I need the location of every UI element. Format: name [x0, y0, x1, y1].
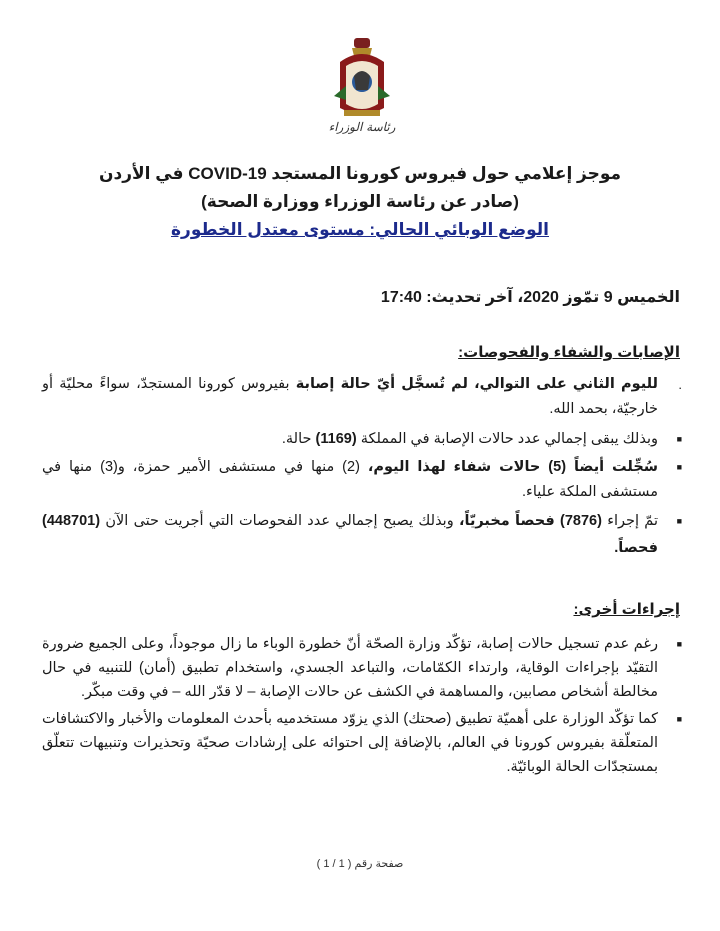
list-item [42, 707, 686, 779]
list-item [42, 508, 686, 562]
section-title-cases: الإصابات والشفاء والفحوصات: [458, 344, 680, 361]
dateline: الخميس 9 تمّوز 2020، آخر تحديث: 17:40 [380, 289, 680, 306]
coat-of-arms-logo [322, 36, 402, 144]
issuer-subtitle: (صادر عن رئاسة الوزراء ووزارة الصحة) [201, 192, 519, 211]
item-bold: لليوم الثاني على التوالي، لم تُسجَّل أيّ حالة إصابة [295, 376, 658, 392]
list-item [42, 427, 686, 452]
item-text: حالة. [281, 431, 316, 447]
bullet-square-icon: ■ [676, 516, 682, 526]
item-bold: (1169) [315, 431, 357, 447]
list-item [42, 372, 686, 422]
section-title-measures: إجراءات أخرى: [573, 601, 680, 618]
bullet-square-icon: ■ [676, 714, 682, 724]
item-text: بفيروس كورونا المستجدّ، سواءً محليّة أو خارجيّة، بحمد الله. [42, 376, 658, 417]
crown-emblem-icon [330, 36, 394, 122]
item-text: تمّ إجراء [601, 513, 658, 529]
bullet-square-icon: ■ [676, 639, 682, 649]
list-item [42, 455, 686, 505]
item-text: رغم عدم تسجيل حالات إصابة، تؤكّد وزارة الصحّة أنّ خطورة الوباء ما زال موجوداً، وعلى الجميع ضرورة التقيّد بإجراءات الوقاية، وارتداء الكمّامات، والتباعد الجسدي، واستخدام تطبيق (أمان) للتنبيه في حال مخالطة أشخاص مصابين، والمساهمة في الكشف عن حالات الإصابة – لا قدّر الله – في وقت مبكّر. [42, 636, 658, 700]
item-bold: (448701) فحصاً. [42, 513, 658, 556]
item-bold: (7876) فحصاً مخبريّاً، [459, 513, 602, 529]
bullet-square-icon: ■ [676, 462, 682, 472]
epidemic-status: الوضع الوبائي الحالي: مستوى معتدل الخطورة [171, 220, 549, 239]
emblem-caption: رئاسة الوزراء [328, 120, 396, 134]
list-item [42, 632, 686, 704]
page-number: صفحة رقم ( 1 / 1 ) [316, 858, 404, 870]
item-text: وبذلك يبقى إجمالي عدد حالات الإصابة في المملكة [356, 431, 658, 447]
item-text: وبذلك يصبح إجمالي عدد الفحوصات التي أجريت حتى الآن [100, 513, 459, 529]
measures-list [42, 632, 686, 779]
title-block [0, 160, 720, 244]
bullet-square-icon: ■ [676, 434, 682, 444]
page-title: موجز إعلامي حول فيروس كورونا المستجد COVID-19 في الأردن [98, 164, 622, 183]
item-bold: سُجِّلت أيضاً (5) حالات شفاء لهذا اليوم، [367, 459, 659, 475]
bullet-dot-icon: . [678, 377, 682, 392]
cases-list [42, 372, 686, 562]
item-text: (2) منها في مستشفى الأمير حمزة، و(3) منها في مستشفى الملكة علياء. [42, 459, 658, 500]
item-text: كما تؤكّد الوزارة على أهميّة تطبيق (صحتك) الذي يزوّد مستخدميه بأحدث المعلومات والأخبار والاكتشافات المتعلّقة بفيروس كورونا في العالم، بالإضافة إلى احتوائه على إرشادات صحيّة وتحذيرات وتنبيهات تتعلّق بمستجدّات الحالة الوبائيّة. [42, 711, 658, 775]
